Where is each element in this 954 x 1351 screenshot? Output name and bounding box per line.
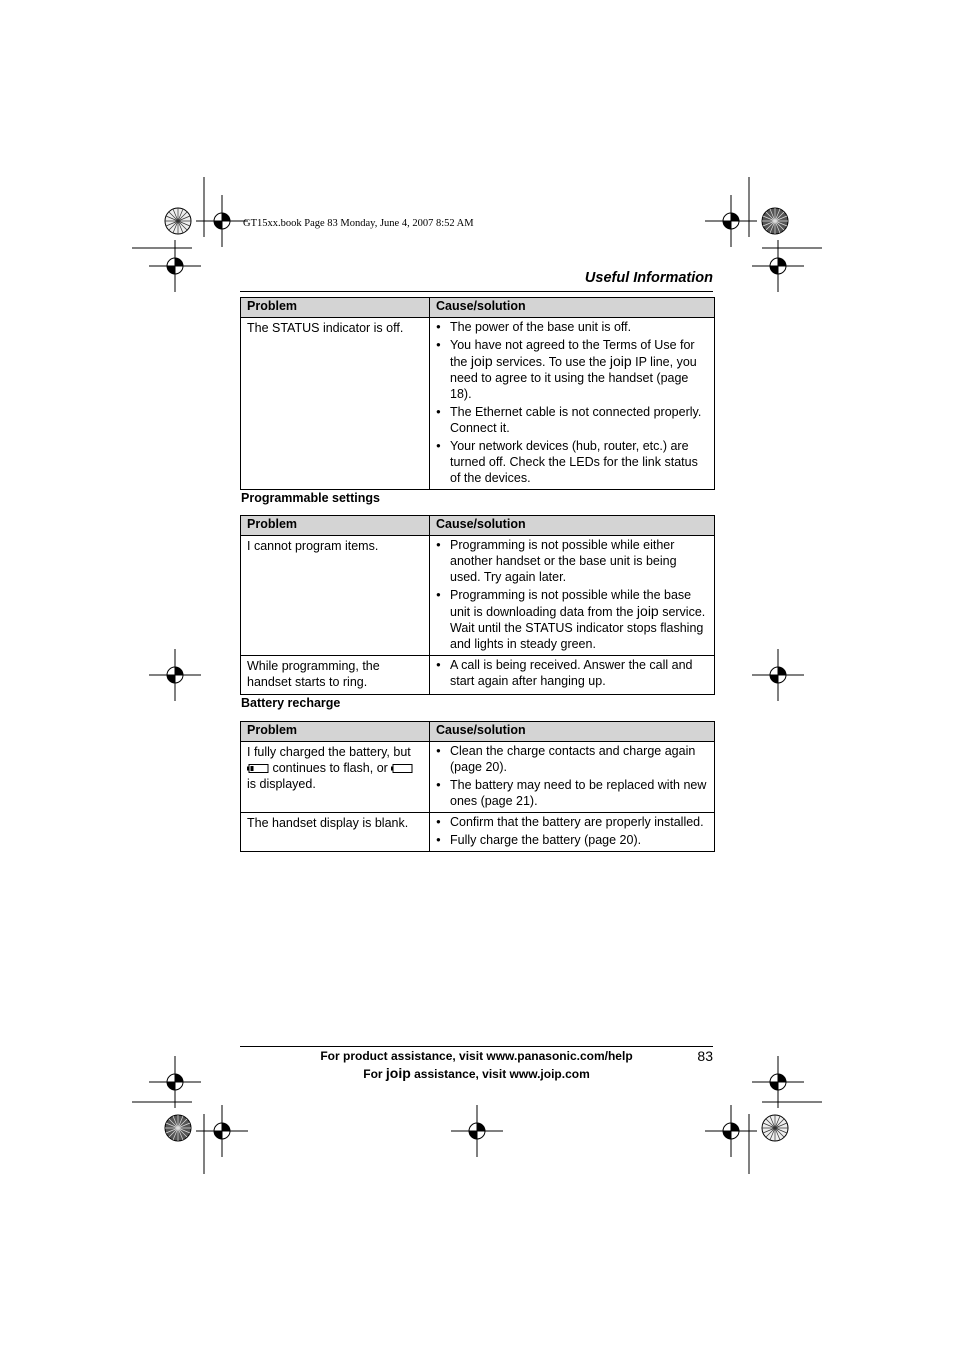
footer-assistance-line: For product assistance, visit www.panasonic.com/help: [320, 1049, 633, 1063]
solution-item: ● A call is being received. Answer the call and start again after hanging up.: [436, 657, 710, 689]
solution-cell: [430, 318, 715, 490]
table-header-row: [241, 298, 715, 318]
cause-column-header: Cause/solution: [430, 722, 715, 742]
problem-column-header: Problem: [241, 516, 430, 536]
solution-item: ● Fully charge the battery (page 20).: [436, 832, 710, 848]
battery-low-icon: [247, 764, 269, 773]
footer-rule: [240, 1046, 713, 1047]
troubleshooting-table-battery: [240, 721, 715, 852]
cause-column-header: Cause/solution: [430, 298, 715, 318]
solution-item: ● You have not agreed to the Terms of Use for the joip services. To use the joip IP line, you need to agree to it using the handset (page 18).: [436, 337, 710, 402]
solution-cell: [430, 813, 715, 852]
solution-item: ● Programming is not possible while either another handset or the base unit is being used. Try again later.: [436, 537, 710, 585]
subheading-battery-recharge: Battery recharge: [241, 696, 341, 710]
brand-joip: joip: [636, 603, 659, 619]
battery-empty-icon: [391, 764, 413, 773]
print-header: GT15xx.book Page 83 Monday, June 4, 2007 8:52 AM: [243, 218, 474, 229]
table-row: [241, 536, 715, 656]
problem-column-header: Problem: [241, 298, 430, 318]
problem-column-header: Problem: [241, 722, 430, 742]
solution-cell: [430, 656, 715, 695]
table-row: [241, 318, 715, 490]
solution-item: ● Programming is not possible while the base unit is downloading data from the joip service. Wait until the STATUS indicator stops flashing and lights in steady green.: [436, 587, 710, 652]
problem-cell: While programming, the handset starts to ring.: [241, 656, 430, 695]
footer-joip-line: For joip assistance, visit www.joip.com: [363, 1065, 590, 1081]
solution-item: ● Confirm that the battery are properly installed.: [436, 814, 710, 830]
problem-cell: I cannot program items.: [241, 536, 430, 656]
table-row: [241, 742, 715, 813]
table-row: [241, 813, 715, 852]
table-header-row: [241, 722, 715, 742]
solution-item: ● Clean the charge contacts and charge again (page 20).: [436, 743, 710, 775]
solution-item: ● The power of the base unit is off.: [436, 319, 710, 335]
problem-cell: I fully charged the battery, but continues to flash, or is displayed.: [241, 742, 430, 813]
table-header-row: [241, 516, 715, 536]
brand-joip: joip: [385, 1065, 411, 1081]
brand-joip: joip: [470, 353, 493, 369]
solution-cell: [430, 536, 715, 656]
solution-cell: [430, 742, 715, 813]
subheading-programmable-settings: Programmable settings: [241, 491, 380, 505]
solution-item: ● The battery may need to be replaced with new ones (page 21).: [436, 777, 710, 809]
section-title: Useful Information: [584, 270, 713, 286]
cause-column-header: Cause/solution: [430, 516, 715, 536]
brand-joip: joip: [609, 353, 632, 369]
page-number: 83: [697, 1048, 713, 1064]
table-row: [241, 656, 715, 695]
solution-item: ● The Ethernet cable is not connected properly. Connect it.: [436, 404, 710, 436]
problem-cell: The STATUS indicator is off.: [241, 318, 430, 490]
section-header: [240, 269, 713, 292]
troubleshooting-table-programmable: [240, 515, 715, 695]
problem-cell: The handset display is blank.: [241, 813, 430, 852]
solution-item: ● Your network devices (hub, router, etc.) are turned off. Check the LEDs for the link status of the devices.: [436, 438, 710, 486]
troubleshooting-table-status: [240, 297, 715, 490]
